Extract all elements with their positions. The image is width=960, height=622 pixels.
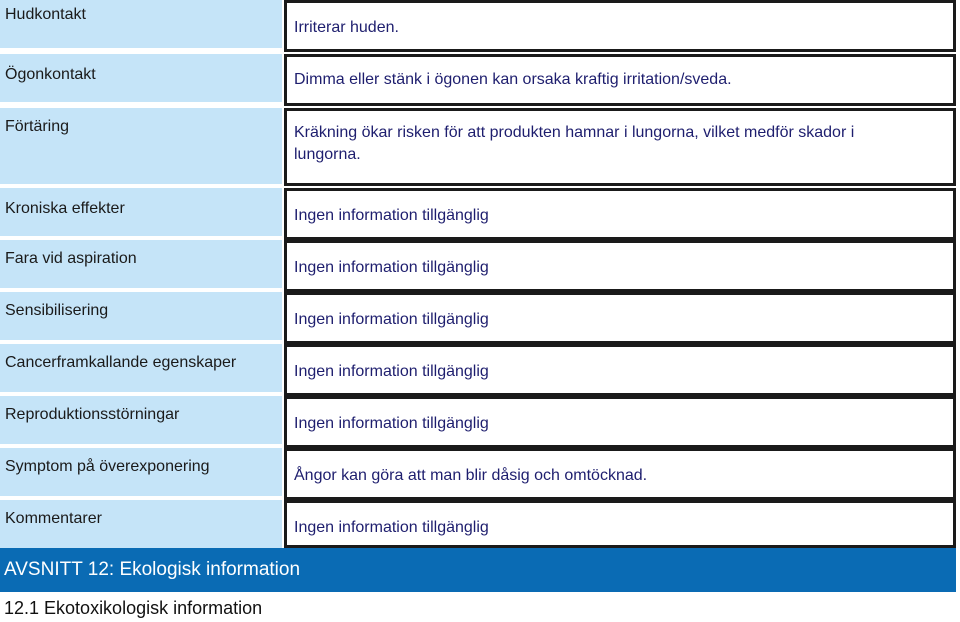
- row-label: Hudkontakt: [5, 6, 86, 23]
- label-ogonkontakt: [0, 54, 282, 102]
- value-symptom-overexponering: [284, 448, 956, 500]
- value-reproduktionsstorningar: [284, 396, 956, 448]
- row-value: Ingen information tillgänglig: [294, 415, 489, 432]
- row-label: Ögonkontakt: [5, 66, 96, 83]
- value-sensibilisering: [284, 292, 956, 344]
- row-label: Cancerframkallande egenskaper: [5, 354, 237, 371]
- row-value: Kräkning ökar risken för att produkten hamnar i lungorna, vilket medför skador i lungorna.: [294, 124, 855, 163]
- value-cancerframkallande: [284, 344, 956, 396]
- row-value: Ingen information tillgänglig: [294, 259, 489, 276]
- row-value: Ångor kan göra att man blir dåsig och omtöcknad.: [294, 467, 648, 484]
- section-title: AVSNITT 12: Ekologisk information: [4, 559, 301, 580]
- label-symptom-overexponering: [0, 448, 282, 496]
- value-hudkontakt: [284, 0, 956, 52]
- label-cancerframkallande: [0, 344, 282, 392]
- label-kommentarer: [0, 500, 282, 548]
- subsection-title: 12.1 Ekotoxikologisk information: [4, 598, 263, 618]
- label-fortaring: [0, 108, 282, 184]
- row-label: Kroniska effekter: [5, 200, 125, 217]
- row-label: Sensibilisering: [5, 302, 109, 319]
- row-label: Kommentarer: [5, 510, 102, 527]
- label-kroniska-effekter: [0, 188, 282, 236]
- row-value: Irriterar huden.: [294, 19, 399, 36]
- row-label: Förtäring: [5, 118, 70, 135]
- row-label: Fara vid aspiration: [5, 250, 137, 267]
- value-fara-vid-aspiration: [284, 240, 956, 292]
- row-label: Symptom på överexponering: [5, 458, 210, 475]
- row-value: Ingen information tillgänglig: [294, 519, 489, 536]
- label-fara-vid-aspiration: [0, 240, 282, 288]
- row-value: Ingen information tillgänglig: [294, 363, 489, 380]
- value-fortaring: [284, 108, 956, 186]
- section-header: [0, 548, 956, 592]
- value-kommentarer: [284, 500, 956, 548]
- row-label: Reproduktionsstörningar: [5, 406, 180, 423]
- row-value: Dimma eller stänk i ögonen kan orsaka kraftig irritation/sveda.: [294, 71, 732, 88]
- value-ogonkontakt: [284, 54, 956, 106]
- label-hudkontakt: [0, 0, 282, 48]
- row-value: Ingen information tillgänglig: [294, 207, 489, 224]
- label-reproduktionsstorningar: [0, 396, 282, 444]
- row-value: Ingen information tillgänglig: [294, 311, 489, 328]
- value-kroniska-effekter: [284, 188, 956, 240]
- label-sensibilisering: [0, 292, 282, 340]
